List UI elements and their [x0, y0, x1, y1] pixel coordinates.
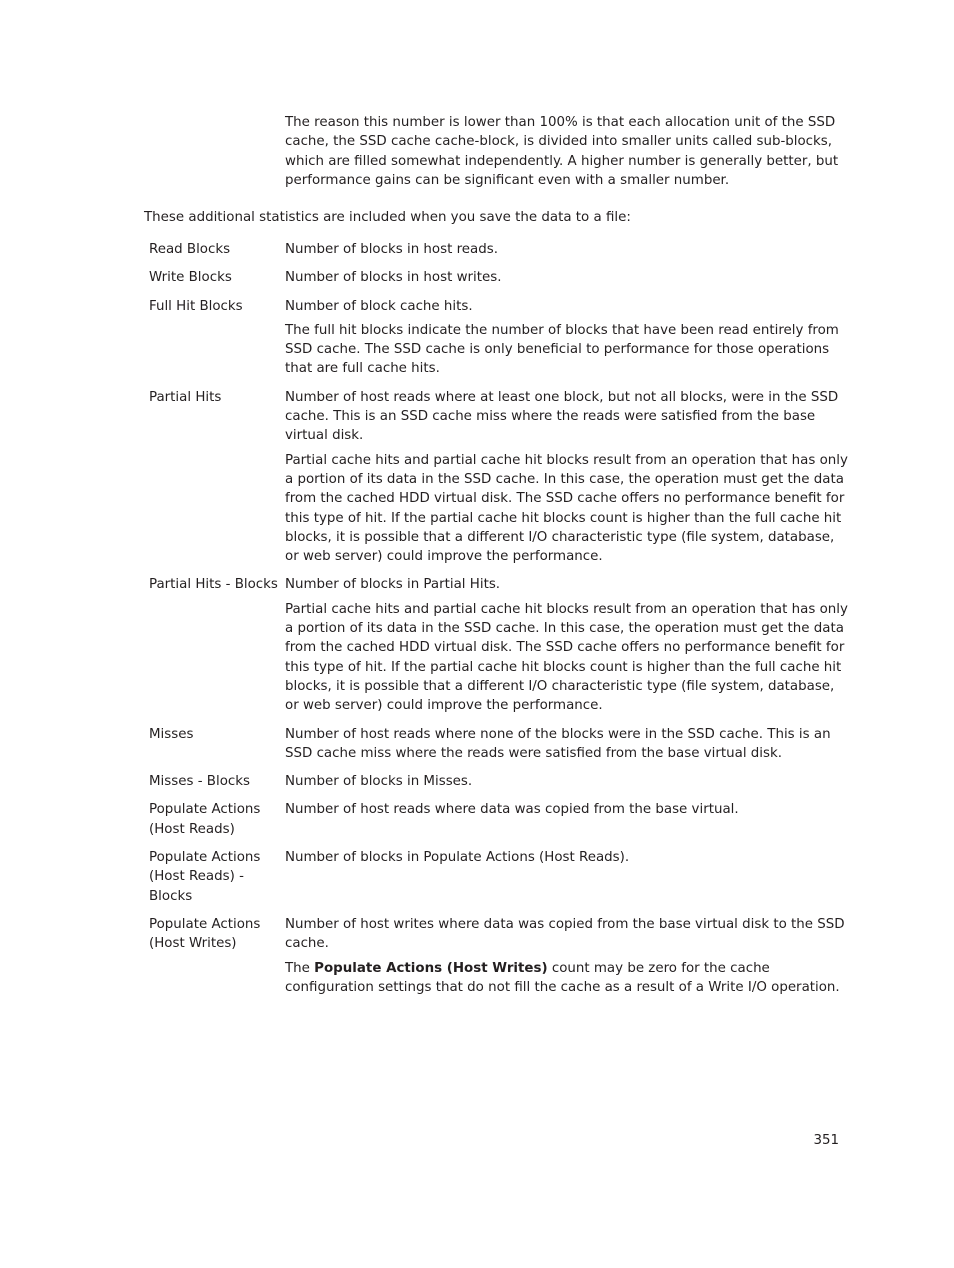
stat-description-paragraph: Number of blocks in host writes.: [285, 270, 502, 286]
stat-description-paragraph: Number of host reads where data was copied from the base virtual.: [285, 802, 739, 818]
stat-term: Populate Actions (Host Reads): [149, 802, 261, 837]
stat-description-paragraph: The full hit blocks indicate the number of blocks that have been read entirely from SSD cache. The SSD cache is only beneficial to performance for those operations that are full cache hits.: [285, 322, 839, 377]
stat-row-partial-hits: [149, 388, 849, 567]
stat-term: Populate Actions (Host Writes): [149, 916, 261, 952]
page-number: 351: [813, 1133, 839, 1148]
stat-description: [285, 575, 849, 715]
stat-row-populate-actions-host-writes: [149, 915, 849, 997]
stat-description-paragraph: Number of host reads where at least one block, but not all blocks, were in the SSD cache. This is an SSD cache miss where the reads were satisfied from the base virtual disk.: [285, 389, 839, 444]
stat-description: [285, 297, 849, 379]
stat-description-paragraph: Partial cache hits and partial cache hit blocks result from an operation that has only a portion of its data in the SSD cache. In this case, the operation must get the data from the cached HDD virtual disk. The SSD cache offers no performance benefit for this type of hit. If the partial cache hit blocks count is higher than the full cache hit blocks, it is possible that a different I/O characteristic type (file system, database, or web server) could improve the performance.: [285, 601, 848, 714]
stat-row-partial-hits-blocks: [149, 575, 849, 715]
stat-note-paragraph: [285, 959, 849, 998]
stat-term: Populate Actions (Host Reads) - Blocks: [149, 850, 261, 904]
stat-description: [285, 772, 849, 791]
stat-row-populate-actions-host-reads-blocks: [149, 848, 849, 906]
stat-row-full-hit-blocks: [149, 297, 849, 379]
intro-paragraph: The reason this number is lower than 100% is that each allocation unit of the SSD cache, the SSD cache cache-block, is divided into smaller units called sub-blocks, which are filled somewhat independently. A higher number is generally better, but performance gains can be significant even with a smaller number.: [285, 115, 839, 188]
stat-term: Partial Hits: [149, 389, 222, 405]
stat-row-misses: [149, 725, 849, 764]
stat-description: [285, 725, 849, 764]
stat-row-read-blocks: [149, 240, 849, 259]
stat-description: [285, 388, 849, 567]
stat-description-paragraph: Number of host writes where data was copied from the base virtual disk to the SSD cache.: [285, 916, 845, 952]
stat-description-paragraph: Number of blocks in Misses.: [285, 774, 473, 790]
note-suffix: count may be zero for the cache configuration settings that do not fill the cache as a result of a Write I/O operation.: [285, 960, 840, 995]
stat-description-paragraph: Number of blocks in host reads.: [285, 242, 498, 257]
stat-row-misses-blocks: [149, 772, 849, 791]
note-bold-term: Populate Actions (Host Writes): [314, 960, 548, 976]
lead-sentence: These additional statistics are included when you save the data to a file:: [144, 210, 631, 225]
stat-term: Misses - Blocks: [149, 774, 250, 790]
statistics-definition-list: [149, 240, 849, 1006]
stat-description: [285, 240, 849, 259]
stat-description-paragraph: Number of blocks in Populate Actions (Host Reads).: [285, 850, 630, 866]
stat-term: Read Blocks: [149, 242, 231, 257]
stat-row-populate-actions-host-reads: [149, 800, 849, 839]
stat-description-paragraph: Number of block cache hits.: [285, 298, 473, 314]
stat-term: Write Blocks: [149, 270, 232, 286]
stat-description-paragraph: Number of blocks in Partial Hits.: [285, 577, 501, 593]
stat-description: [285, 848, 849, 906]
note-prefix: The: [285, 960, 315, 976]
stat-term: Misses: [149, 726, 194, 742]
stat-description-paragraph: Partial cache hits and partial cache hit blocks result from an operation that has only a portion of its data in the SSD cache. In this case, the operation must get the data from the cached HDD virtual disk. The SSD cache offers no performance benefit for this type of hit. If the partial cache hit blocks count is higher than the full cache hit blocks, it is possible that a different I/O characteristic type (file system, database, or web server) could improve the performance.: [285, 452, 848, 565]
stat-term: Partial Hits - Blocks: [149, 577, 278, 593]
stat-row-write-blocks: [149, 268, 849, 287]
stat-term: Full Hit Blocks: [149, 298, 243, 314]
stat-description: [285, 915, 849, 997]
stat-description: [285, 800, 849, 839]
stat-description: [285, 268, 849, 287]
stat-description-paragraph: Number of host reads where none of the blocks were in the SSD cache. This is an SSD cache miss where the reads were satisfied from the base virtual disk.: [285, 726, 831, 761]
